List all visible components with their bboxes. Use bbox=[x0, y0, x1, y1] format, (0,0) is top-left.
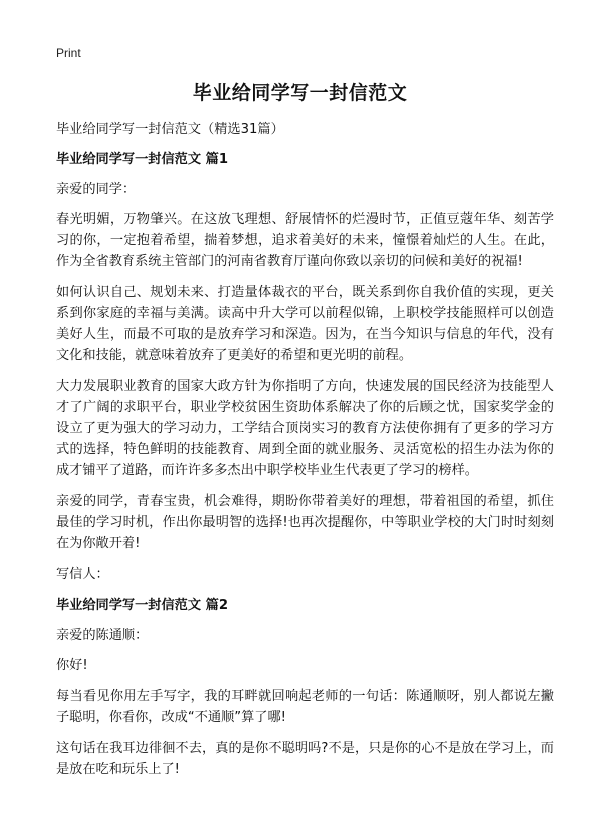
letter-greeting: 亲爱的陈通顺： bbox=[56, 628, 149, 643]
letter-paragraph: 春光明媚，万物肇兴。在这放飞理想、舒展情怀的烂漫时节，正值豆蔻年华、刻苦学习的你，一定抱着希望，揣着梦想，追求着美好的未来，憧憬着灿烂的人生。在此，作为全省教育系统主管部门的河南省教育厅谨向你致以亲切的问候和美好的祝福! bbox=[56, 212, 554, 269]
section-heading: 毕业给同学写一封信范文 篇1 bbox=[56, 152, 229, 167]
letter-section-1 bbox=[56, 149, 554, 585]
document-subtitle: 毕业给同学写一封信范文（精选31篇） bbox=[56, 122, 284, 137]
document-title: 毕业给同学写一封信范文 bbox=[192, 82, 408, 104]
letter-signature: 写信人： bbox=[56, 567, 109, 582]
letter-paragraph: 大力发展职业教育的国家大政方针为你指明了方向，快速发展的国民经济为技能型人才了广阔的求职平台，职业学校贫困生资助体系解决了你的后顾之忧，国家奖学金的设立了更为强大的学习动力，工学结合顶岗实习的教育方法使你拥有了更多的学习方式的选择，特色鲜明的技能教育、周到全面的就业服务、灵活宽松的招生办法为你的成才铺平了道路，而许许多多杰出中职学校毕业生代表更了学习的榜样。 bbox=[56, 379, 554, 478]
letter-paragraph: 每当看见你用左手写字，我的耳畔就回响起老师的一句话：陈通顺呀，别人都说左撇子聪明，你看你，改成“不通顺”算了哪! bbox=[56, 689, 554, 725]
letter-paragraph: 这句话在我耳边徘徊不去，真的是你不聪明吗?不是，只是你的心不是放在学习上，而是放在吃和玩乐上了! bbox=[56, 741, 554, 777]
letter-greeting: 亲爱的同学： bbox=[56, 182, 136, 197]
document-body bbox=[56, 119, 554, 790]
section-heading: 毕业给同学写一封信范文 篇2 bbox=[56, 598, 229, 613]
letter-section-2 bbox=[56, 595, 554, 780]
letter-paragraph: 如何认识自己、规划未来、打造量体裁衣的平台，既关系到你自我价值的实现，更关系到你家庭的幸福与美满。读高中升大学可以前程似锦，上职校学技能照样可以创造美好人生，而最不可取的是放弃学习和深造。因为，在当今知识与信息的年代，没有文化和技能，就意味着放弃了更美好的希望和更光明的前程。 bbox=[56, 285, 554, 363]
print-link[interactable]: Print bbox=[56, 46, 81, 60]
letter-paragraph: 亲爱的同学，青春宝贵，机会难得，期盼你带着美好的理想，带着祖国的希望，抓住最佳的学习时机，作出你最明智的选择!也再次提醒你，中等职业学校的大门时时刻刻在为你敞开着! bbox=[56, 494, 554, 551]
letter-paragraph: 你好! bbox=[56, 658, 88, 673]
